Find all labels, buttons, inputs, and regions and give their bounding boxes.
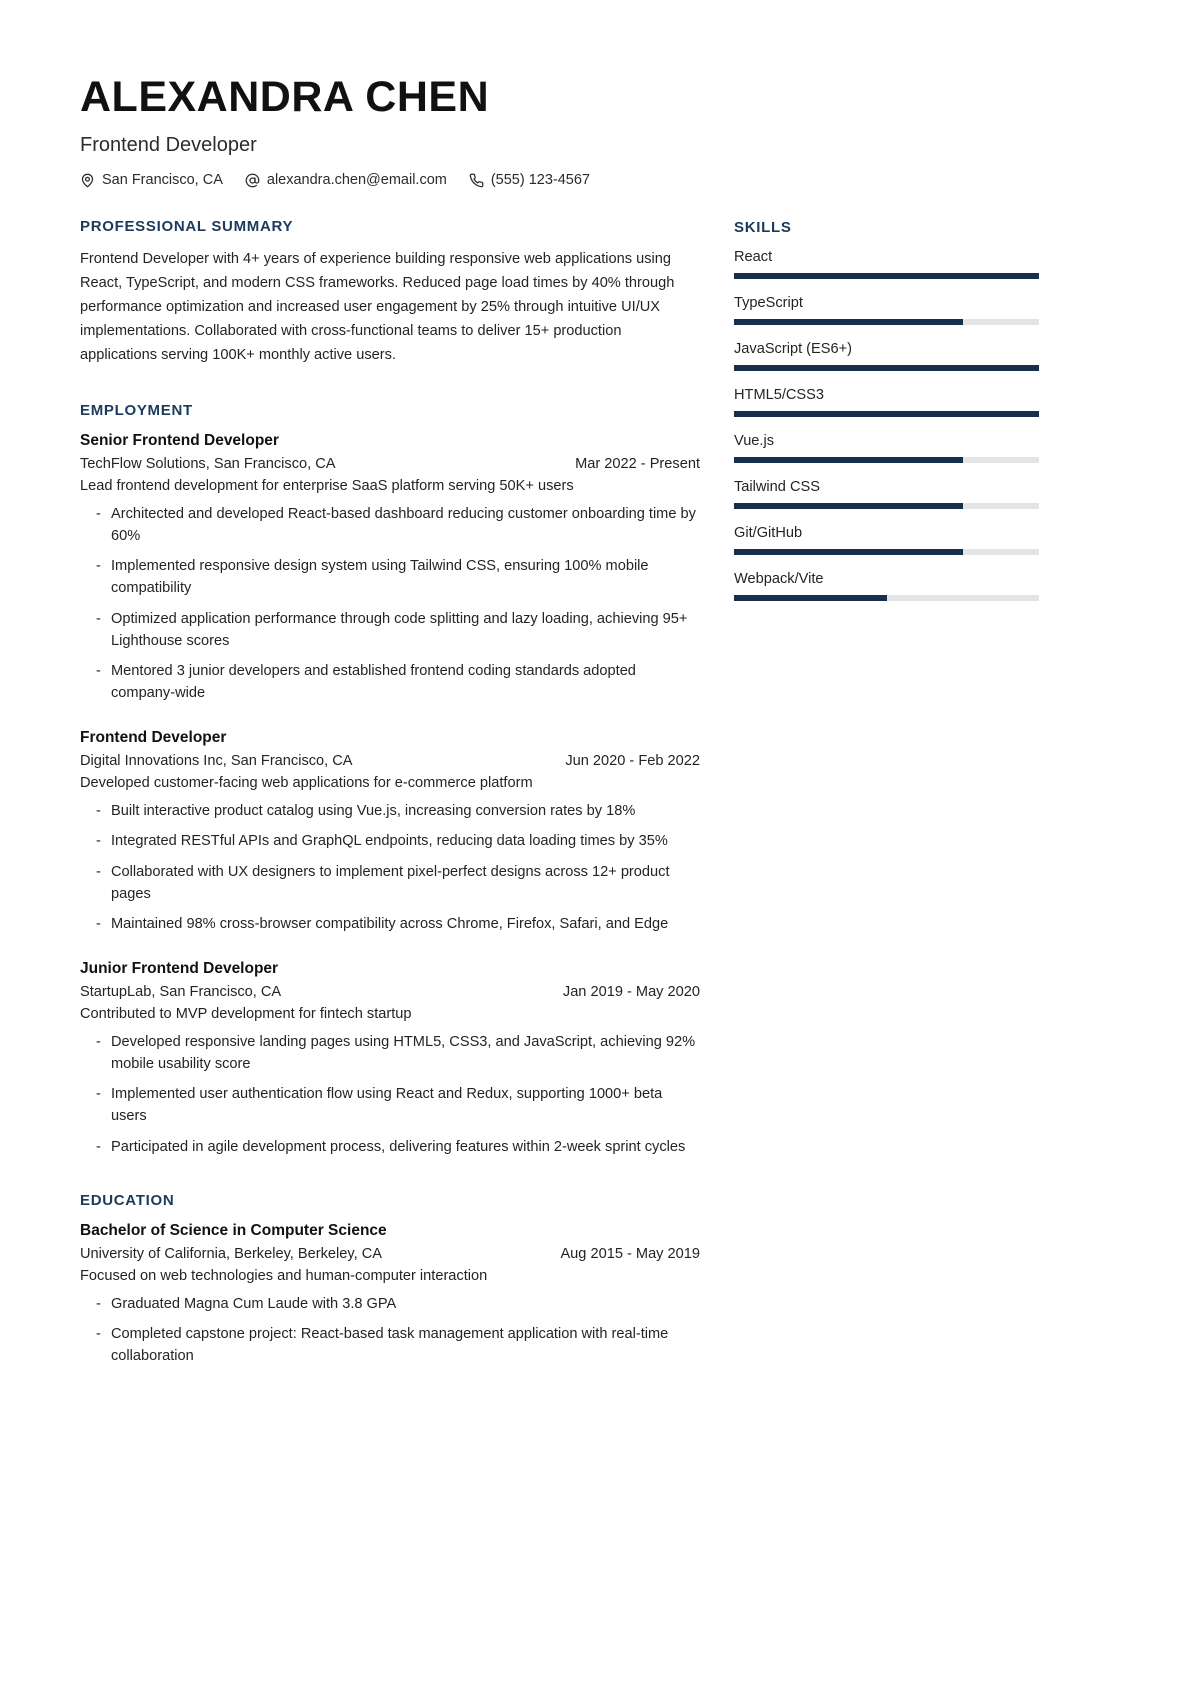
skill-item bbox=[734, 525, 1039, 555]
bullet-item: - Developed responsive landing pages using HTML5, CSS3, and JavaScript, achieving 92% mobile usability score bbox=[80, 1031, 700, 1075]
at-sign-icon bbox=[245, 173, 260, 188]
main-column bbox=[80, 218, 700, 1401]
skill-item bbox=[734, 295, 1039, 325]
section-employment bbox=[80, 402, 700, 1158]
entry-dates: Jan 2019 - May 2020 bbox=[562, 984, 700, 1001]
skill-bar-track bbox=[734, 457, 1039, 463]
skill-item bbox=[734, 433, 1039, 463]
bullet-item: - Implemented responsive design system using Tailwind CSS, ensuring 100% mobile compatibility bbox=[80, 555, 700, 599]
skill-bar-track bbox=[734, 365, 1039, 371]
bullet-item: - Optimized application performance through code splitting and lazy loading, achieving 95+ Lighthouse scores bbox=[80, 608, 700, 652]
entry-meta bbox=[80, 753, 700, 769]
resume-header bbox=[80, 74, 1030, 188]
employment-entry bbox=[80, 432, 700, 704]
contact-email bbox=[245, 172, 447, 188]
contact-location-text: San Francisco, CA bbox=[102, 172, 223, 189]
skill-bar-fill bbox=[734, 411, 1039, 417]
bullet-item: - Mentored 3 junior developers and established frontend coding standards adopted company-wide bbox=[80, 660, 700, 704]
bullet-item: - Integrated RESTful APIs and GraphQL endpoints, reducing data loading times by 35% bbox=[80, 830, 700, 852]
entry-degree: Bachelor of Science in Computer Science bbox=[80, 1221, 387, 1239]
section-education bbox=[80, 1192, 700, 1367]
skill-item bbox=[734, 571, 1039, 601]
skill-bar-fill bbox=[734, 503, 963, 509]
entry-description: Focused on web technologies and human-computer interaction bbox=[80, 1267, 488, 1284]
summary-text: Frontend Developer with 4+ years of experience building responsive web applications using React, TypeScript, and modern CSS frameworks. Reduced page load times by 40% through performance optimization and increased user engagement by 25% through intuitive UI/UX implementations. Collaborated with cross-functional teams to deliver 15+ production applications serving 100K+ monthly active users. bbox=[80, 251, 675, 364]
job-title: Frontend Developer bbox=[80, 134, 257, 157]
sidebar-column bbox=[734, 218, 1039, 635]
contact-location bbox=[80, 172, 223, 188]
entry-bullets bbox=[80, 800, 700, 935]
employment-entry bbox=[80, 960, 700, 1158]
section-skills bbox=[734, 219, 1039, 601]
entry-bullets bbox=[80, 503, 700, 704]
bullet-item: - Completed capstone project: React-based task management application with real-time collaboration bbox=[80, 1323, 700, 1367]
bullet-item: - Architected and developed React-based dashboard reducing customer onboarding time by 60% bbox=[80, 503, 700, 547]
phone-icon bbox=[469, 173, 484, 188]
skill-name: HTML5/CSS3 bbox=[734, 387, 825, 404]
section-title-employment: EMPLOYMENT bbox=[80, 402, 193, 420]
skill-bar-track bbox=[734, 411, 1039, 417]
entry-dates: Jun 2020 - Feb 2022 bbox=[565, 753, 700, 770]
skill-name: Git/GitHub bbox=[734, 525, 803, 542]
skill-bar-fill bbox=[734, 273, 1039, 279]
skill-name: Tailwind CSS bbox=[734, 479, 820, 496]
resume-body bbox=[80, 218, 1030, 1401]
skill-item bbox=[734, 387, 1039, 417]
skill-bar-track bbox=[734, 273, 1039, 279]
entry-school: University of California, Berkeley, Berkeley, CA bbox=[80, 1245, 382, 1262]
skill-bar-track bbox=[734, 503, 1039, 509]
skill-bar-fill bbox=[734, 457, 963, 463]
entry-dates: Mar 2022 - Present bbox=[575, 456, 700, 473]
education-entry bbox=[80, 1222, 700, 1367]
entry-role: Junior Frontend Developer bbox=[80, 960, 279, 978]
skill-bar-fill bbox=[734, 365, 1039, 371]
employment-entry bbox=[80, 729, 700, 935]
bullet-item: - Collaborated with UX designers to implement pixel-perfect designs across 12+ product pages bbox=[80, 861, 700, 905]
bullet-item: - Graduated Magna Cum Laude with 3.8 GPA bbox=[80, 1293, 700, 1315]
bullet-item: - Participated in agile development process, delivering features within 2-week sprint cycles bbox=[80, 1136, 700, 1158]
skill-name: JavaScript (ES6+) bbox=[734, 341, 853, 358]
page-title: ALEXANDRA CHEN bbox=[80, 73, 490, 121]
bullet-item: - Implemented user authentication flow using React and Redux, supporting 1000+ beta users bbox=[80, 1083, 700, 1127]
skill-bar-track bbox=[734, 319, 1039, 325]
entry-description: Contributed to MVP development for fintech startup bbox=[80, 1006, 412, 1023]
bullet-item: - Maintained 98% cross-browser compatibility across Chrome, Firefox, Safari, and Edge bbox=[80, 913, 700, 935]
skill-item bbox=[734, 341, 1039, 371]
skill-bar-fill bbox=[734, 549, 963, 555]
section-title-summary: PROFESSIONAL SUMMARY bbox=[80, 218, 294, 236]
entry-org: StartupLab, San Francisco, CA bbox=[80, 984, 282, 1001]
entry-description: Developed customer-facing web applications for e-commerce platform bbox=[80, 775, 533, 792]
contact-row bbox=[80, 172, 1030, 188]
skill-name: TypeScript bbox=[734, 295, 803, 312]
entry-meta bbox=[80, 1246, 700, 1262]
section-title-education: EDUCATION bbox=[80, 1191, 175, 1209]
skill-name: Webpack/Vite bbox=[734, 571, 824, 588]
entry-meta bbox=[80, 456, 700, 472]
skill-bar-fill bbox=[734, 595, 887, 601]
entry-org: TechFlow Solutions, San Francisco, CA bbox=[80, 456, 336, 473]
contact-phone bbox=[469, 172, 590, 188]
section-title-skills: SKILLS bbox=[734, 219, 792, 237]
skill-item bbox=[734, 249, 1039, 279]
bullet-item: - Built interactive product catalog using Vue.js, increasing conversion rates by 18% bbox=[80, 800, 700, 822]
skill-bar-track bbox=[734, 595, 1039, 601]
entry-meta bbox=[80, 984, 700, 1000]
entry-role: Frontend Developer bbox=[80, 729, 227, 747]
entry-bullets bbox=[80, 1293, 700, 1368]
entry-bullets bbox=[80, 1031, 700, 1158]
contact-email-text: alexandra.chen@email.com bbox=[266, 172, 447, 189]
skill-name: Vue.js bbox=[734, 433, 775, 450]
skill-bar-fill bbox=[734, 319, 963, 325]
location-pin-icon bbox=[80, 173, 95, 188]
entry-description: Lead frontend development for enterprise SaaS platform serving 50K+ users bbox=[80, 478, 574, 495]
skill-item bbox=[734, 479, 1039, 509]
entry-org: Digital Innovations Inc, San Francisco, CA bbox=[80, 753, 353, 770]
contact-phone-text: (555) 123-4567 bbox=[490, 172, 591, 189]
entry-role: Senior Frontend Developer bbox=[80, 432, 279, 450]
skill-name: React bbox=[734, 249, 773, 266]
entry-dates: Aug 2015 - May 2019 bbox=[560, 1245, 700, 1262]
section-professional-summary bbox=[80, 218, 700, 368]
skill-bar-track bbox=[734, 549, 1039, 555]
